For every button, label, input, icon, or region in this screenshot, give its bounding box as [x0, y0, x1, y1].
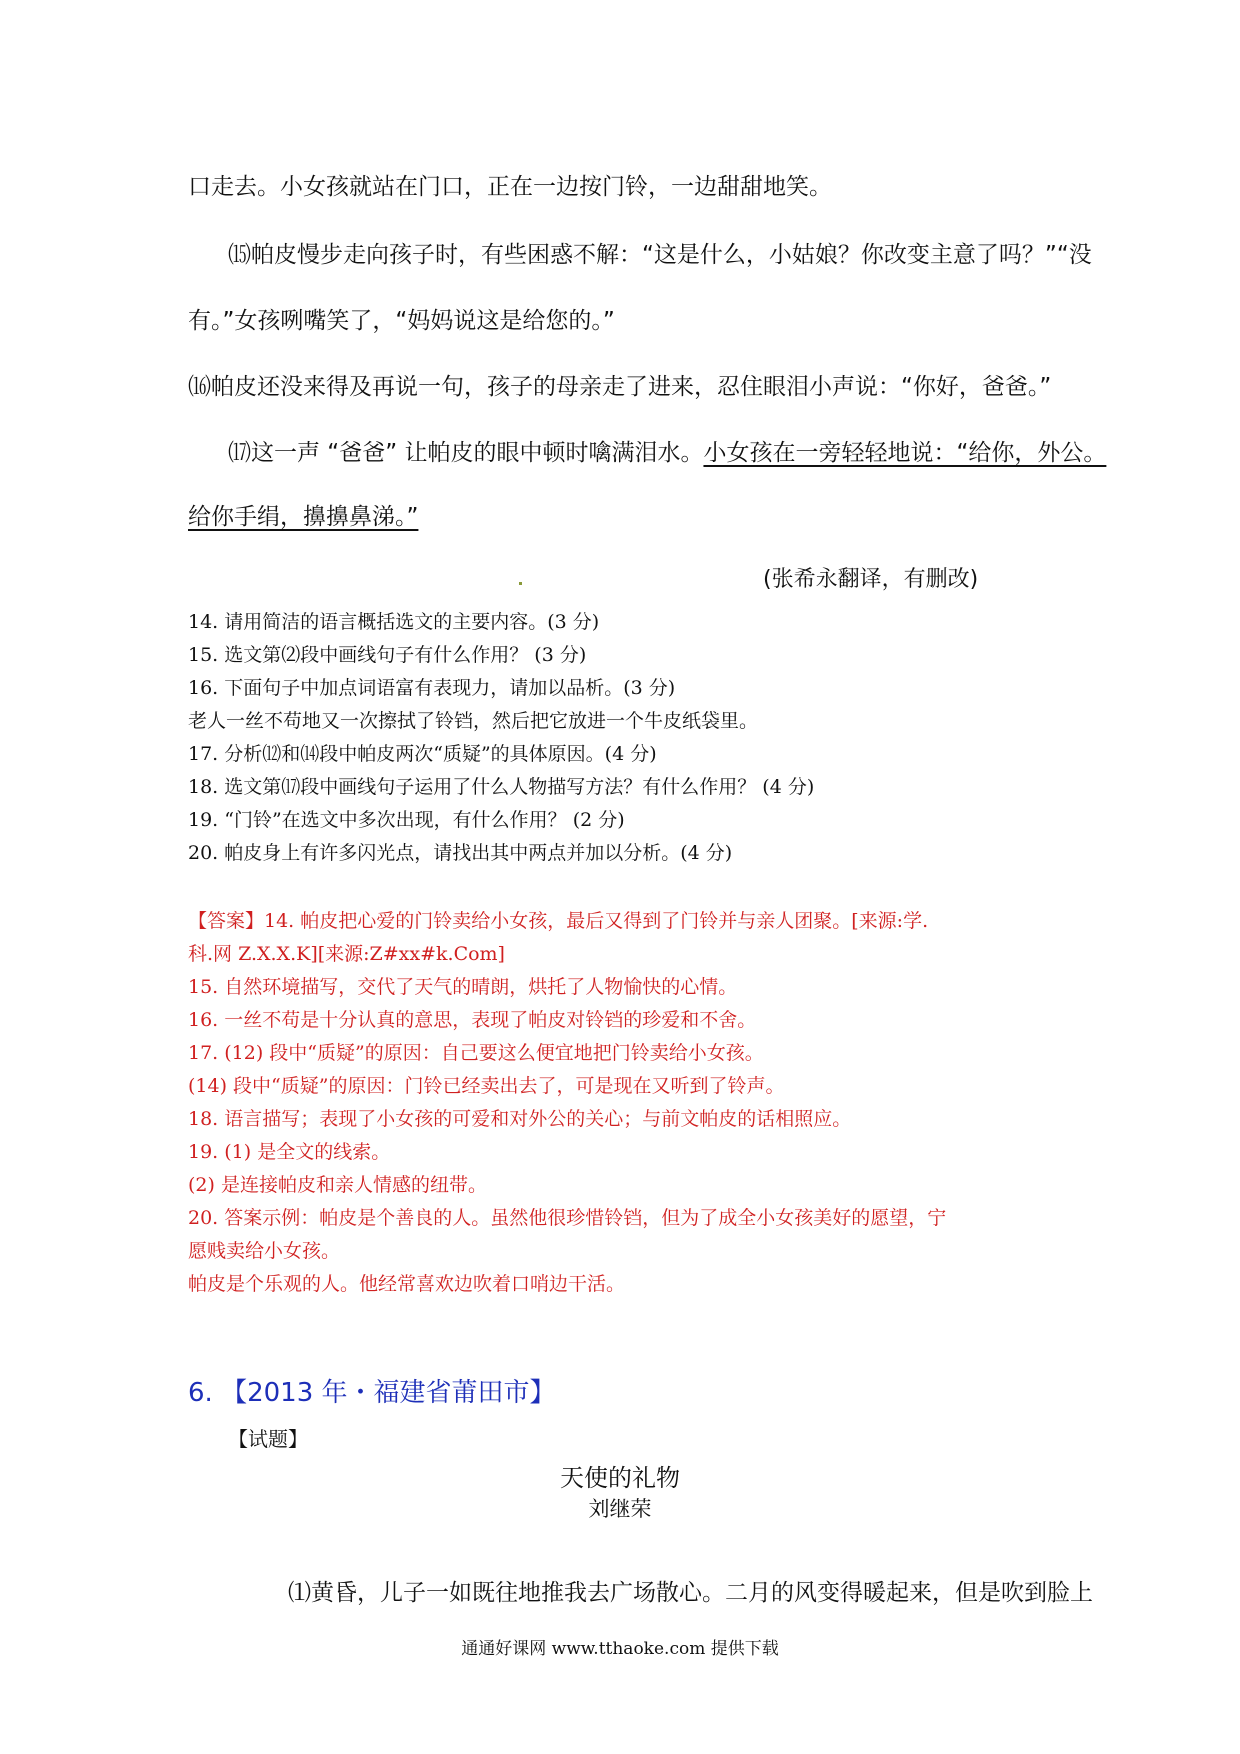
- answer-line: 16. 一丝不苟是十分认真的意思，表现了帕皮对铃铛的珍爱和不舍。: [188, 1009, 757, 1031]
- story-paragraph-16: ⒃帕皮还没来得及再说一句，孩子的母亲走了进来，忍住眼泪小声说：“你好，爸爸。”: [188, 374, 1052, 400]
- answer-line: 19. (1) 是全文的线索。: [188, 1141, 391, 1163]
- story-attribution: (张希永翻译，有删改): [763, 567, 979, 592]
- answer-line: 科.网 Z.X.X.K][来源:Z#xx#k.Com]: [188, 943, 505, 965]
- section-heading: 6. 【2013 年・福建省莆田市】: [188, 1378, 556, 1408]
- answer-line: 15. 自然环境描写，交代了天气的晴朗，烘托了人物愉快的心情。: [188, 976, 738, 998]
- question-15: 15. 选文第⑵段中画线句子有什么作用？ (3 分): [188, 644, 587, 666]
- answer-line: 愿贱卖给小女孩。: [188, 1240, 341, 1262]
- question-16-sentence: 老人一丝不苟地又一次擦拭了铃铛，然后把它放进一个牛皮纸袋里。: [188, 710, 759, 732]
- section-label: 【试题】: [228, 1427, 308, 1451]
- article-author: 刘继荣: [588, 1497, 652, 1521]
- article-title: 天使的礼物: [560, 1464, 680, 1492]
- answer-line: 18. 语言描写；表现了小女孩的可爱和对外公的关心；与前文帕皮的话相照应。: [188, 1108, 852, 1130]
- story-paragraph-17-underlined: 小女孩在一旁轻轻地说：“给你，外公。: [703, 440, 1107, 466]
- answer-line: 17. (12) 段中“质疑”的原因：自己要这么便宜地把门铃卖给小女孩。: [188, 1042, 764, 1064]
- answer-line: (2) 是连接帕皮和亲人情感的纽带。: [188, 1174, 487, 1196]
- stray-mark: [519, 582, 522, 585]
- story-paragraph-17-line2: 给你手绢，擤擤鼻涕。”: [188, 504, 419, 530]
- article-paragraph-1: ⑴黄昏，儿子一如既往地推我去广场散心。二月的风变得暖起来，但是吹到脸上: [288, 1580, 1093, 1606]
- story-paragraph-14-end: 口走去。小女孩就站在门口，正在一边按门铃，一边甜甜地笑。: [188, 174, 832, 200]
- question-20: 20. 帕皮身上有许多闪光点，请找出其中两点并加以分析。(4 分): [188, 842, 733, 864]
- question-18: 18. 选文第⒄段中画线句子运用了什么人物描写方法？有什么作用？ (4 分): [188, 776, 815, 798]
- question-16: 16. 下面句子中加点词语富有表现力，请加以品析。(3 分): [188, 677, 676, 699]
- story-paragraph-15-line2: 有。”女孩咧嘴笑了，“妈妈说这是给您的。”: [188, 308, 615, 334]
- page-footer: 通通好课网 www.tthaoke.com 提供下载: [461, 1639, 779, 1659]
- answer-line: 帕皮是个乐观的人。他经常喜欢边吹着口哨边干活。: [188, 1273, 626, 1295]
- question-17: 17. 分析⑿和⒁段中帕皮两次“质疑”的具体原因。(4 分): [188, 743, 657, 765]
- question-19: 19. “门铃”在选文中多次出现，有什么作用？ (2 分): [188, 809, 625, 831]
- answer-line: (14) 段中“质疑”的原因：门铃已经卖出去了，可是现在又听到了铃声。: [188, 1075, 785, 1097]
- answer-line: 【答案】14. 帕皮把心爱的门铃卖给小女孩，最后又得到了门铃并与亲人团聚。[来源:学.: [188, 910, 929, 932]
- story-paragraph-17-line1: [228, 434, 1106, 467]
- question-14: 14. 请用简洁的语言概括选文的主要内容。(3 分): [188, 611, 600, 633]
- story-paragraph-15-line1: ⒂帕皮慢步走向孩子时，有些困惑不解：“这是什么，小姑娘？你改变主意了吗？”“没: [228, 242, 1092, 268]
- answer-line: 20. 答案示例：帕皮是个善良的人。虽然他很珍惜铃铛，但为了成全小女孩美好的愿望，宁: [188, 1207, 947, 1229]
- story-paragraph-17-plain: ⒄这一声 “爸爸” 让帕皮的眼中顿时噙满泪水。: [228, 440, 704, 466]
